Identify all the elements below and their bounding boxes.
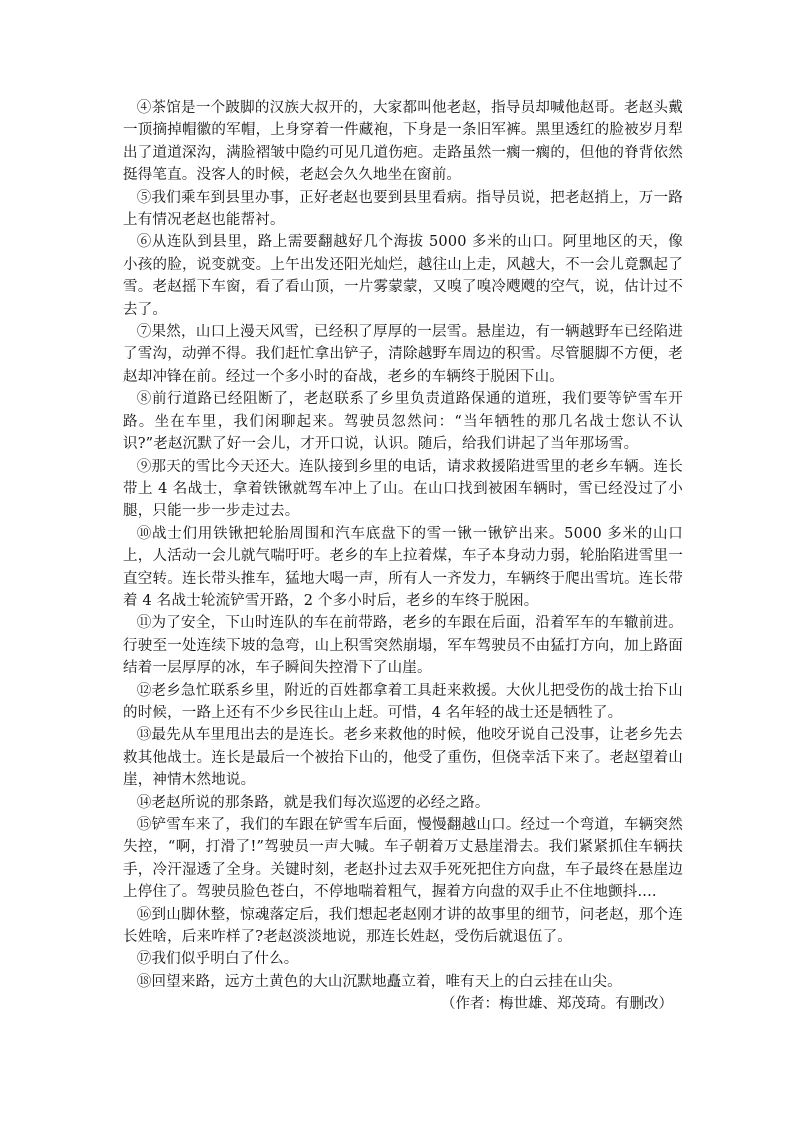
paragraph-15: ⑮铲雪车来了，我们的车跟在铲雪车后面，慢慢翻越山口。经过一个弯道，车辆突然失控，“啊，打滑了!”驾驶员一声大喊。车子朝着万丈悬崖滑去。我们紧紧抓住车辆扶手，冷汗湿透了全身。关键时刻，老赵扑过去双手死死把住方向盘，车子最终在悬崖边上停住了。驾驶员脸色苍白，不停地喘着粗气，握着方向盘的双手止不住地颤抖.... xyxy=(123,817,683,901)
paragraph-17: ⑰我们似乎明白了什么。 xyxy=(136,951,299,968)
paragraph-8: ⑧前行道路已经阻断了，老赵联系了乡里负责道路保通的道班，我们要等铲雪车开路。坐在车里，我们闲聊起来。驾驶员忽然问：“当年牺牲的那几名战士您认不认识?”老赵沉默了好一会儿，才开口说，认识。随后，给我们讲起了当年那场雪。 xyxy=(123,391,683,453)
paragraph-10: ⑩战士们用铁锹把轮胎周围和汽车底盘下的雪一锹一锹铲出来。5000 多米的山口上，人活动一会儿就气喘吁吁。老乡的车上拉着煤，车子本身动力弱，轮胎陷进雪里一直空转。连长带头推车，猛地大喝一声，所有人一齐发力，车辆终于爬出雪坑。连长带着 4 名战士轮流铲雪开路，2 个多小时后，老乡的车终于脱困。 xyxy=(123,525,683,609)
paragraph-13: ⑬最先从车里甩出去的是连长。老乡来救他的时候，他咬牙说自己没事，让老乡先去救其他战士。连长是最后一个被抬下山的，他受了重伤，但侥幸活下来了。老赵望着山崖，神情木然地说。 xyxy=(123,727,683,789)
paragraph-6: ⑥从连队到县里，路上需要翻越好几个海拔 5000 多米的山口。阿里地区的天，像小孩的脸，说变就变。上午出发还阳光灿烂，越往山上走，风越大，不一会儿竟飘起了雪。老赵摇下车窗，看了看山顶，一片雾蒙蒙，又嗅了嗅冷飕飕的空气，说，估计过不去了。 xyxy=(123,234,683,318)
paragraph-11: ⑪为了安全，下山时连队的车在前带路，老乡的车跟在后面，沿着军车的车辙前进。行驶至一处连续下坡的急弯，山上积雪突然崩塌，军车驾驶员不由猛打方向，加上路面结着一层厚厚的冰，车子瞬间失控滑下了山崖。 xyxy=(123,615,683,677)
paragraph-14: ⑭老赵所说的那条路，就是我们每次巡逻的必经之路。 xyxy=(136,794,490,811)
paragraph-7: ⑦果然，山口上漫天风雪，已经积了厚厚的一层雪。悬崖边，有一辆越野车已经陷进了雪沟，动弹不得。我们赶忙拿出铲子，清除越野车周边的积雪。尽管腿脚不方便，老赵却冲锋在前。经过一个多小时的奋战，老乡的车辆终于脱困下山。 xyxy=(123,324,683,385)
author-credit: （作者：梅世雄、郑茂琦。有删改） xyxy=(441,996,673,1013)
paragraph-18: ⑱回望来路，远方土黄色的大山沉默地矗立着，唯有天上的白云挂在山尖。 xyxy=(136,973,622,990)
paragraph-16: ⑯到山脚休整，惊魂落定后，我们想起老赵刚才讲的故事里的细节，问老赵，那个连长姓啥，后来咋样了?老赵淡淡地说，那连长姓赵，受伤后就退伍了。 xyxy=(123,906,683,946)
paragraph-12: ⑫老乡急忙联系乡里，附近的百姓都拿着工具赶来救援。大伙儿把受伤的战士抬下山的时候，一路上还有不少乡民往山上赶。可惜，4 名年轻的战士还是牺牲了。 xyxy=(123,682,683,721)
paragraph-4: ④茶馆是一个跛脚的汉族大叔开的，大家都叫他老赵，指导员却喊他赵哥。老赵头戴一顶摘掉帽徽的军帽，上身穿着一件藏袍，下身是一条旧军裤。黑里透红的脸被岁月犁出了道道深沟，满脸褶皱中隐约可见几道伤疤。走路虽然一瘸一瘸的，但他的脊背依然挺得笔直。没客人的时候，老赵会久久地坐在窗前。 xyxy=(123,100,683,184)
paragraph-9: ⑨那天的雪比今天还大。连队接到乡里的电话，请求救援陷进雪里的老乡车辆。连长带上 4 名战士，拿着铁锹就驾车冲上了山。在山口找到被困车辆时，雪已经没过了小腿，只能一步一步走过去。 xyxy=(123,458,683,520)
paragraph-5: ⑤我们乘车到县里办事，正好老赵也要到县里看病。指导员说，把老赵捎上，万一路上有情况老赵也能帮衬。 xyxy=(123,189,683,229)
article-body xyxy=(123,97,683,1016)
